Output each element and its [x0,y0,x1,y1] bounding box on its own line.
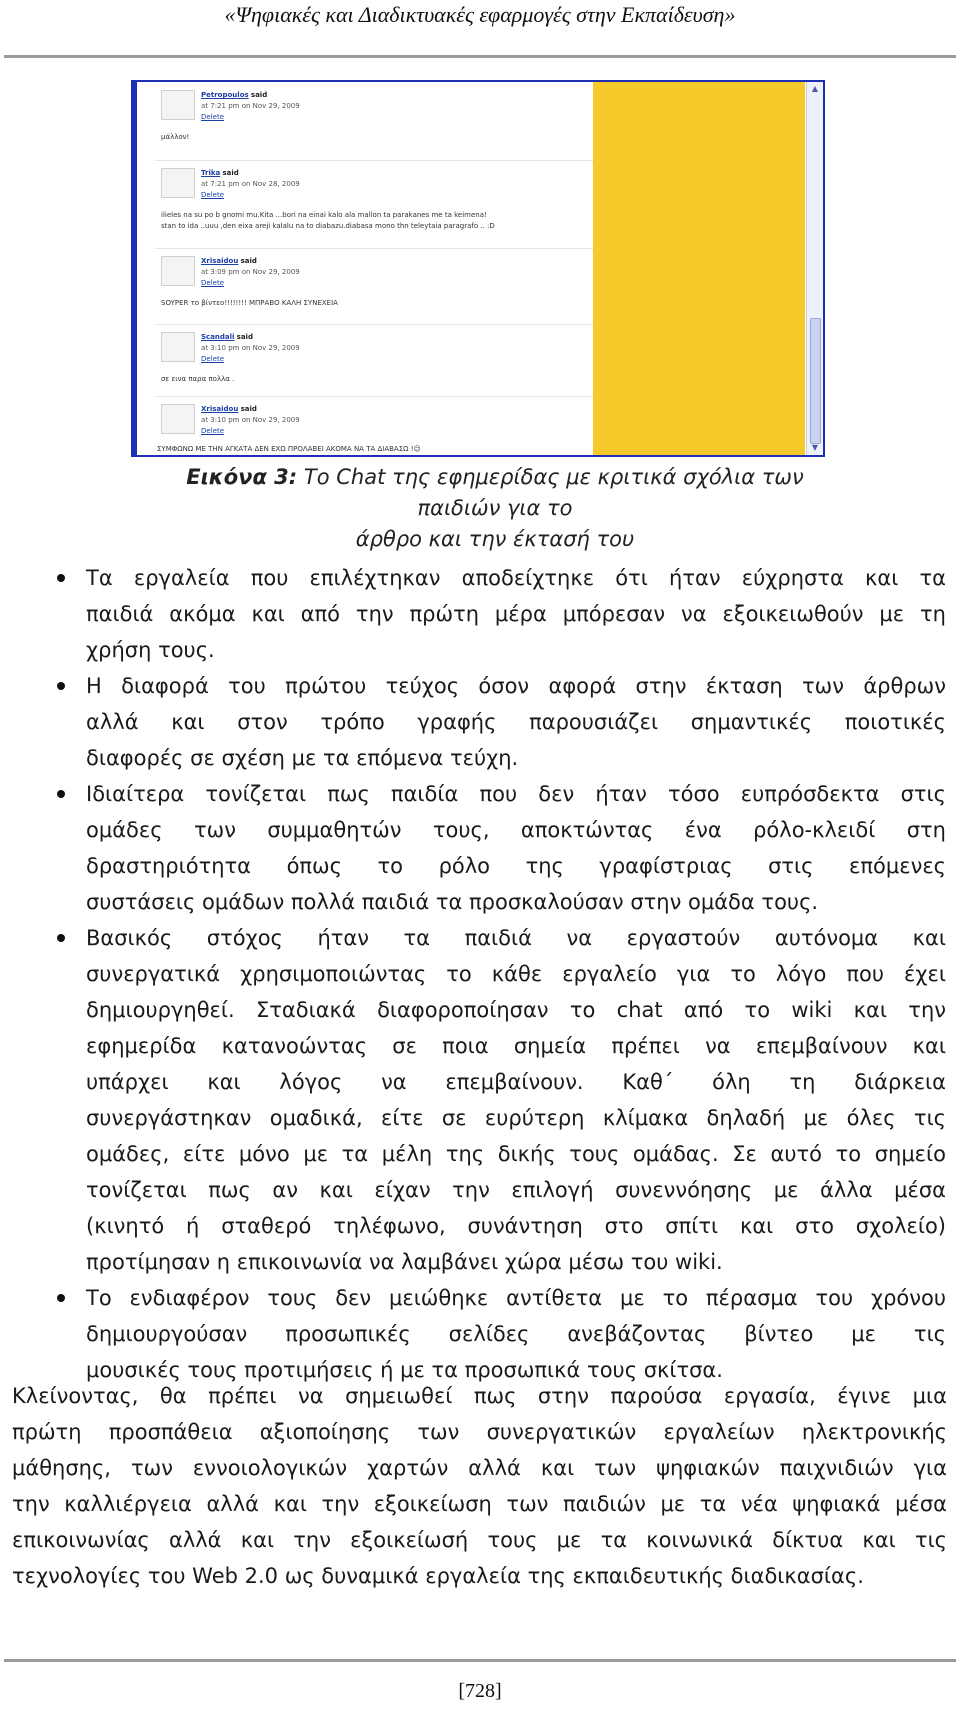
closing-line: τεχνολογίες του Web 2.0 ως δυναμικά εργαλεία της εκπαιδευτικής διαδικασίας. [12,1564,864,1588]
bullet-dot-icon [57,934,65,942]
scroll-down-icon[interactable]: ▼ [811,443,819,452]
bullet-item [86,776,946,920]
bullet-line: μουσικές τους προτιμήσεις ή με τα προσωπικά τους σκίτσα. [86,1358,723,1382]
comment-time: at 3:10 pm on Nov 29, 2009 [201,344,300,352]
comment-meta [201,168,300,201]
comment-separator [155,396,601,397]
avatar [161,256,195,286]
bullet-item [86,560,946,668]
bullet-line: διαφορές σε σχέση με τα επόμενα τεύχη. [86,746,519,770]
bullet-line: προτίμησαν η επικοινωνία να λαμβάνει χώρα μέσω του wiki. [86,1250,723,1274]
footer-rule [4,1659,956,1662]
bullet-dot-icon [57,1294,65,1302]
bullet-item [86,1280,946,1388]
comment-said: said [240,257,257,265]
avatar [161,168,195,198]
bullet-line: παιδιά ακόμα και από την πρώτη μέρα μπόρεσαν να εξοικειωθούν με τη [86,602,946,626]
bullet-line: Τα εργαλεία που επιλέχτηκαν αποδείχτηκε ότι ήταν εύχρηστα και τα [86,566,946,590]
running-header [0,0,960,58]
figure-scrollbar[interactable] [806,82,823,455]
bullet-line: εφημερίδα κατανοώντας σε ποια σημεία πρέπει να επεμβαίνουν και [86,1034,946,1058]
bullet-line: ομάδες, είτε μόνο με τα μέλη της δικής τους ομάδας. Σε αυτό το σημείο [86,1142,946,1166]
comment-author-link[interactable]: Xrisaidou [201,257,239,265]
closing-line: επικοινωνίας αλλά και την εξοικείωσή τους με τα κοινωνικά δίκτυα και τις [12,1528,947,1552]
bullet-line: (κινητό ή σταθερό τηλέφωνο, συνάντηση στο σπίτι και στο σχολείο) [86,1214,946,1238]
comment-delete-link[interactable]: Delete [201,279,224,287]
comment-delete-link[interactable]: Delete [201,113,224,121]
bullet-line: Ιδιαίτερα τονίζεται πως παιδία που δεν ήταν τόσο ευπρόσδεκτα στις [86,782,946,806]
bullet-line: χρήση τους. [86,638,215,662]
bullet-line: Βασικός στόχος ήταν τα παιδιά να εργαστούν αυτόνομα και [86,926,946,950]
comment-time: at 3:10 pm on Nov 29, 2009 [201,416,300,424]
comment-text: SOYPER το βίντεο!!!!!!!! ΜΠΡΑΒΟ ΚΑΛΗ ΣΥΝΕΧΕΙΑ [161,299,338,307]
comment-text: μάλλον! [161,133,190,141]
closing-line: Κλείνοντας, θα πρέπει να σημειωθεί πως στην παρούσα εργασία, έγινε μια [12,1384,947,1408]
comment-meta [201,256,300,289]
comment-separator [155,324,601,325]
avatar [161,332,195,362]
bullet-line: Η διαφορά του πρώτου τεύχος όσον αφορά στην έκταση των άρθρων [86,674,946,698]
header-rule [4,55,956,58]
page-number: [728] [458,1680,502,1702]
bullet-dot-icon [57,682,65,690]
avatar [161,90,195,120]
yellow-panel [593,82,805,455]
comment-author-link[interactable]: Scandali [201,333,235,341]
comment-text: ilieles na su po b gnomi mu.Kita ...bori na einai kalo ala mallon ta parakanes me ta keimena! stan to ida ..uuu ,den eixa areji kalalu na to diabazu.diabasa mono thn teleytaia paragrafo .. :D [161,211,495,230]
bullet-line: ομάδες των συμμαθητών τους, αποκτώντας ένα ρόλο-κλειδί στη [86,818,946,842]
comment-author-link[interactable]: Trika [201,169,221,177]
figure-footer-text: ΣΥΜΦΩΝΩ ΜΕ ΤΗΝ ΑΓΚΑΤΑ ΔΕΝ ΕΧΩ ΠΡΟΛΑΒΕΙ ΑΚΟΜΑ ΝΑ ΤΑ ΔΙΑΒΑΣΩ !☺ [157,445,421,453]
comment-meta [201,404,300,437]
comment-said: said [250,91,268,99]
bullet-dot-icon [57,574,65,582]
bullet-line: αλλά και στον τρόπο γραφής παρουσιάζει σημαντικές ποιοτικές [86,710,946,734]
comment-author-link[interactable]: Petropoulos [201,91,249,99]
comment-list [137,82,587,455]
comment-time: at 7:21 pm on Nov 28, 2009 [201,180,300,188]
scroll-up-icon[interactable]: ▲ [811,84,819,93]
caption-text-line1: Το Chat της εφημερίδας με κριτικά σχόλια των παιδιών για το [297,465,804,520]
bullet-line: Το ενδιαφέρον τους δεν μειώθηκε αντίθετα με το πέρασμα του χρόνου [86,1286,946,1310]
bullet-line: τονίζεται πως αν και είχαν την επιλογή συνεννόησης με άλλα μέσα [86,1178,946,1202]
closing-line: μάθησης, των εννοιολογικών χαρτών αλλά και των ψηφιακών παιχνιδιών για [12,1456,947,1480]
bullet-line: δημιουργούσαν προσωπικές σελίδες ανεβάζοντας βίντεο με τις [86,1322,946,1346]
bullet-line: συστάσεις ομάδων πολλά παιδιά τα προσκαλούσαν στην ομάδα τους. [86,890,819,914]
comment-delete-link[interactable]: Delete [201,427,224,435]
bullet-item [86,920,946,1280]
bullet-line: δραστηριότητα όπως το ρόλο της γραφίστριας στις επόμενες [86,854,946,878]
comment-time: at 7:21 pm on Nov 29, 2009 [201,102,300,110]
closing-paragraph [12,1378,947,1594]
comment-separator [155,248,601,249]
chat-screenshot-figure [131,80,825,457]
bullet-line: δημιουργηθεί. Σταδιακά διαφοροποίησαν το chat από το wiki και την [86,998,946,1022]
comment-text: σε εινα παρα πολλα . [161,375,235,383]
closing-line: την καλλιέργεια αλλά και την εξοικείωση των παιδιών με τα νέα ψηφιακά μέσα [12,1492,947,1516]
bullet-item [86,668,946,776]
caption-text-line2: άρθρο και την έκτασή του [355,527,635,551]
running-header-title: «Ψηφιακές και Διαδικτυακές εφαρμογές στην Εκπαίδευση» [224,2,736,27]
comment-said: said [236,333,253,341]
bullet-line: υπάρχει και λόγος να επεμβαίνουν. Καθ΄ όλη τη διάρκεια [86,1070,946,1094]
avatar [161,404,195,434]
comment-delete-link[interactable]: Delete [201,355,224,363]
figure-caption [150,462,840,555]
closing-line: πρώτη προσπάθεια αξιοποίησης των συνεργατικών εργαλείων ηλεκτρονικής [12,1420,947,1444]
comment-author-link[interactable]: Xrisaidou [201,405,239,413]
comment-said: said [240,405,257,413]
caption-label: Εικόνα 3: [186,465,298,489]
comment-separator [155,160,601,161]
bullet-line: συνεργατικά χρησιμοποιώντας το κάθε εργαλείο για το λόγο που έχει [86,962,946,986]
comment-meta [201,90,300,123]
comment-delete-link[interactable]: Delete [201,191,224,199]
scroll-thumb[interactable] [810,318,821,444]
comment-time: at 3:09 pm on Nov 29, 2009 [201,268,300,276]
bullet-line: συνεργάστηκαν ομαδικά, είτε σε ευρύτερη κλίμακα δηλαδή με όλες τις [86,1106,946,1130]
comment-said: said [222,169,239,177]
bullet-dot-icon [57,790,65,798]
comment-meta [201,332,300,365]
